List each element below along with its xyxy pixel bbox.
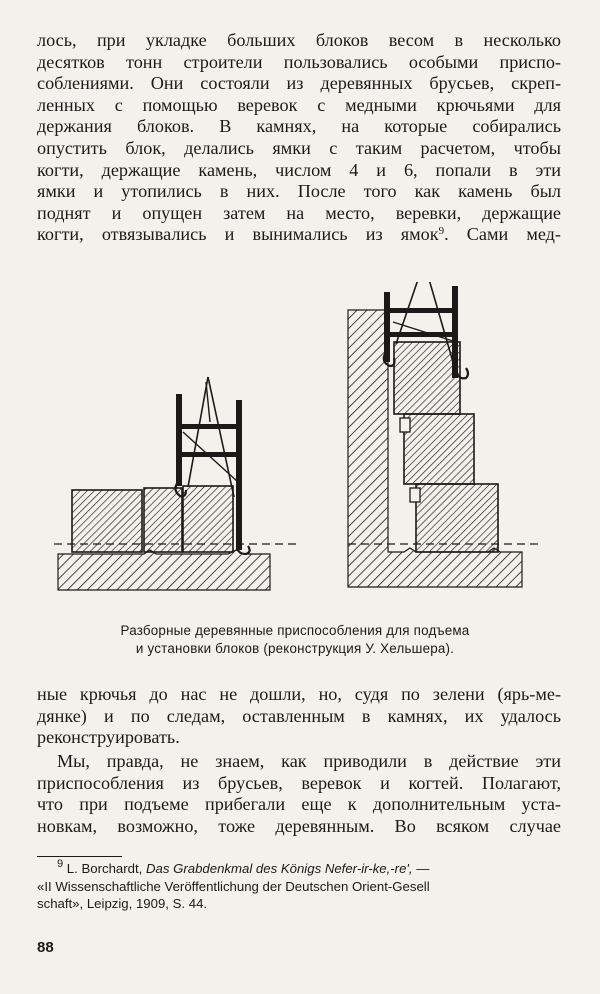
figure-caption — [60, 622, 530, 658]
footnote-dash: — — [416, 861, 430, 876]
left-drawing — [54, 377, 298, 590]
paragraph-last — [37, 751, 561, 837]
text-line: десятков тонн строители пользовались особыми приспо- — [37, 51, 561, 72]
footnote-title: Das Grabdenkmal des Königs Nefer-ir-ke,-re', — [145, 861, 413, 876]
text-line: Мы, правда, не знаем, как приводили в действие эти — [57, 751, 561, 771]
footnote-number: 9 — [57, 858, 64, 870]
text-line: держания блоков. В камнях, на которые собирались — [37, 116, 561, 137]
footnote — [37, 860, 561, 913]
right-drawing — [348, 282, 538, 587]
paragraph-after-figure — [37, 684, 561, 749]
footnote-line — [37, 860, 561, 878]
text-fragment: когти, отвязывались и вынимались из ямок — [37, 224, 439, 245]
text-line: ямки и утопились в них. После того как камень был — [37, 181, 561, 202]
text-line: приспособления из брусьев, веревок и когтей. Полагают, — [37, 772, 561, 793]
text-line: ные крючья до нас не дошли, но, судя по зелени (ярь-ме- — [37, 684, 561, 704]
footnote-rule — [37, 856, 122, 857]
footnote-line: schaft», Leipzig, 1909, S. 44. — [37, 896, 208, 911]
footnote-line: «II Wissenschaftliche Veröffentlichung der Deutschen Orient-Gesell — [37, 878, 430, 894]
text-line: соблениями. Они состояли из деревянных брусьев, скреп- — [37, 73, 561, 94]
text-line: ленных с помощью веревок с медными крючьями для — [37, 94, 561, 115]
text-line: опустить блок, делались ямки с таким расчетом, чтобы — [37, 137, 561, 158]
text-line: новкам, возможно, тоже деревянным. Во всяком случае — [37, 815, 561, 836]
figure-lifting-devices — [48, 282, 568, 612]
page-number: 88 — [37, 939, 54, 956]
caption-line: Разборные деревянные приспособления для подъема — [120, 623, 470, 638]
text-fragment: Сами мед- — [466, 224, 561, 245]
caption-line: и установки блоков (реконструкция У. Хельшера). — [135, 641, 455, 656]
text-line: когти, держащие камень, числом 4 и 6, попали в эти — [37, 159, 561, 180]
paragraph-top — [37, 30, 561, 246]
text-line: реконструировать. — [37, 727, 180, 748]
text-line: лось, при укладке больших блоков весом в несколько — [37, 30, 561, 50]
text-line: когти, отвязывались и вынимались из ямок$^9$. Сами мед- — [37, 224, 561, 245]
text-line: дянке) и по следам, оставленным в камнях, их удалось — [37, 705, 561, 726]
footnote-author: L. Borchardt, — [66, 861, 143, 876]
footnote-ref: 9 — [438, 225, 445, 238]
text-line: что при подъеме прибегали еще к дополнительным уста- — [37, 794, 561, 815]
text-line: поднят и опущен затем на место, веревки, держащие — [37, 202, 561, 223]
